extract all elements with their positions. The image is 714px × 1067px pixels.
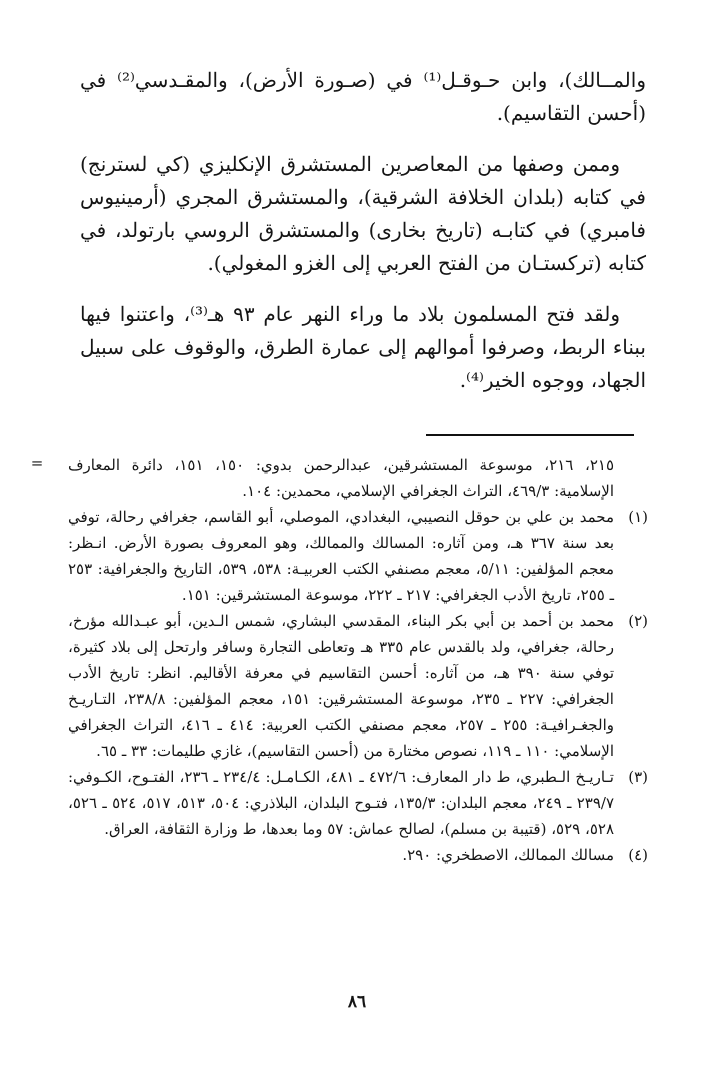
footnote-3 <box>68 764 648 842</box>
footnote-2 <box>68 608 648 764</box>
continuation-mark: = <box>30 454 44 472</box>
paragraph-2: وممن وصفها من المعاصرين المستشرق الإنكليزي (كي لسترنج) في كتابه (بلدان الخلافة الشرقية)، والمستشرق المجري (أرمينيوس فامبري) في كتابـه (تاريخ بخارى) والمستشرق الروسي بارتولد، في كتابه (تركستـان من الفتح العربي إلى الغزو المغولي). <box>80 152 646 275</box>
footnote-number: (٢) <box>628 612 648 630</box>
footnote-number: (١) <box>628 508 648 526</box>
page-number: ٨٦ <box>347 992 367 1012</box>
footnote-4 <box>68 842 648 868</box>
footnote-number: (٤) <box>628 846 648 864</box>
footnote-separator <box>426 434 634 436</box>
footnotes <box>68 452 648 868</box>
footnote-text: مسالك الممالك، الاصطخري: ٢٩٠. <box>402 846 614 864</box>
footnote-text: تـاريـخ الـطبري، ط دار المعارف: ٤٧٢/٦ ـ ٤٨١، الكـامـل: ٢٣٤/٤ ـ ٢٣٦، الفتـوح، الكـوفي: ٢٣٩/٧ ـ ٢٤٩، معجم البلدان: ١٣٥/٣، فتـوح البلدان، البلاذري: ٥٠٤، ٥١٣، ٥١٧، ٥٢٤ ـ ٥٢٦، ٥٢٨، ٥٢٩، (قتيبة بن مسلم)، لصالح عماش: ٥٧ وما بعدها، ط وزارة الثقافة، العراق. <box>68 768 615 838</box>
paragraph-1: والمــالك)، وابن حـوقـل⁽¹⁾ في (صـورة الأرض)، والمقـدسي⁽²⁾ في (أحسن التقاسيم). <box>80 68 646 125</box>
footnote-number: (٣) <box>628 768 648 786</box>
footnote-1 <box>68 504 648 608</box>
paragraph-3: ولقد فتح المسلمون بلاد ما وراء النهر عام ٩٣ هـ⁽³⁾، واعتنوا فيها ببناء الربط، وصرفوا أموالهم إلى عمارة الطرق، والوقوف على سبيل الجهاد، ووجوه الخير⁽⁴⁾. <box>80 302 646 392</box>
footnote-continuation-text: ٢١٥، ٢١٦، موسوعة المستشرقين، عبدالرحمن بدوي: ١٥٠، ١٥١، دائرة المعارف الإسلامية: ٤٦٩/٣، التراث الجغرافي الإسلامي، محمدين: ١٠٤. <box>68 456 614 500</box>
main-text <box>80 64 646 415</box>
footnote-continuation <box>68 452 648 504</box>
footnote-text: محمد بن أحمد بن أبي بكر البناء، المقدسي البشاري، شمس الـدين، أبو عبـدالله مؤرخ، رحالة، جغرافي، ولد بالقدس عام ٣٣٥ هـ وتعاطى التجارة وسافر وارتحل إلى بلاد كثيرة، توفي سنة ٣٩٠ هـ، من آثاره: أحسن التقاسيم في معرفة الأقاليم. انظر: تاريخ الأدب الجغرافي: ٢٢٧ ـ ٢٣٥، موسوعة المستشرقين: ١٥١، معجم المؤلفين: ٢٣٨/٨، التـاريـخ والجغـرافيـة: ٢٥٥ ـ ٢٥٧، معجم مصنفي الكتب العربية: ٤١٤ ـ ٤١٦، التراث الجغرافي الإسلامي: ١١٠ ـ ١١٩، نصوص مختارة من (أحسن التقاسيم)، غازي طليمات: ٣٣ ـ ٦٥. <box>68 612 614 760</box>
footnote-text: محمد بن علي بن حوقل النصيبي، البغدادي، الموصلي، أبو القاسم، جغرافي رحالة، توفي بعد سنة ٣٦٧ هـ، ومن آثاره: المسالك والممالك، وهو المعروف بصورة الأرض. انـظر: معجم المؤلفين: ٥/١١، معجم مصنفي الكتب العربيـة: ٥٣٨، ٥٣٩، التاريخ والجغرافية: ٢٥٣ ـ ٢٥٥، تاريخ الأدب الجغرافي: ٢١٧ ـ ٢٢٢، موسوعة المستشرقين: ١٥١. <box>68 508 615 604</box>
